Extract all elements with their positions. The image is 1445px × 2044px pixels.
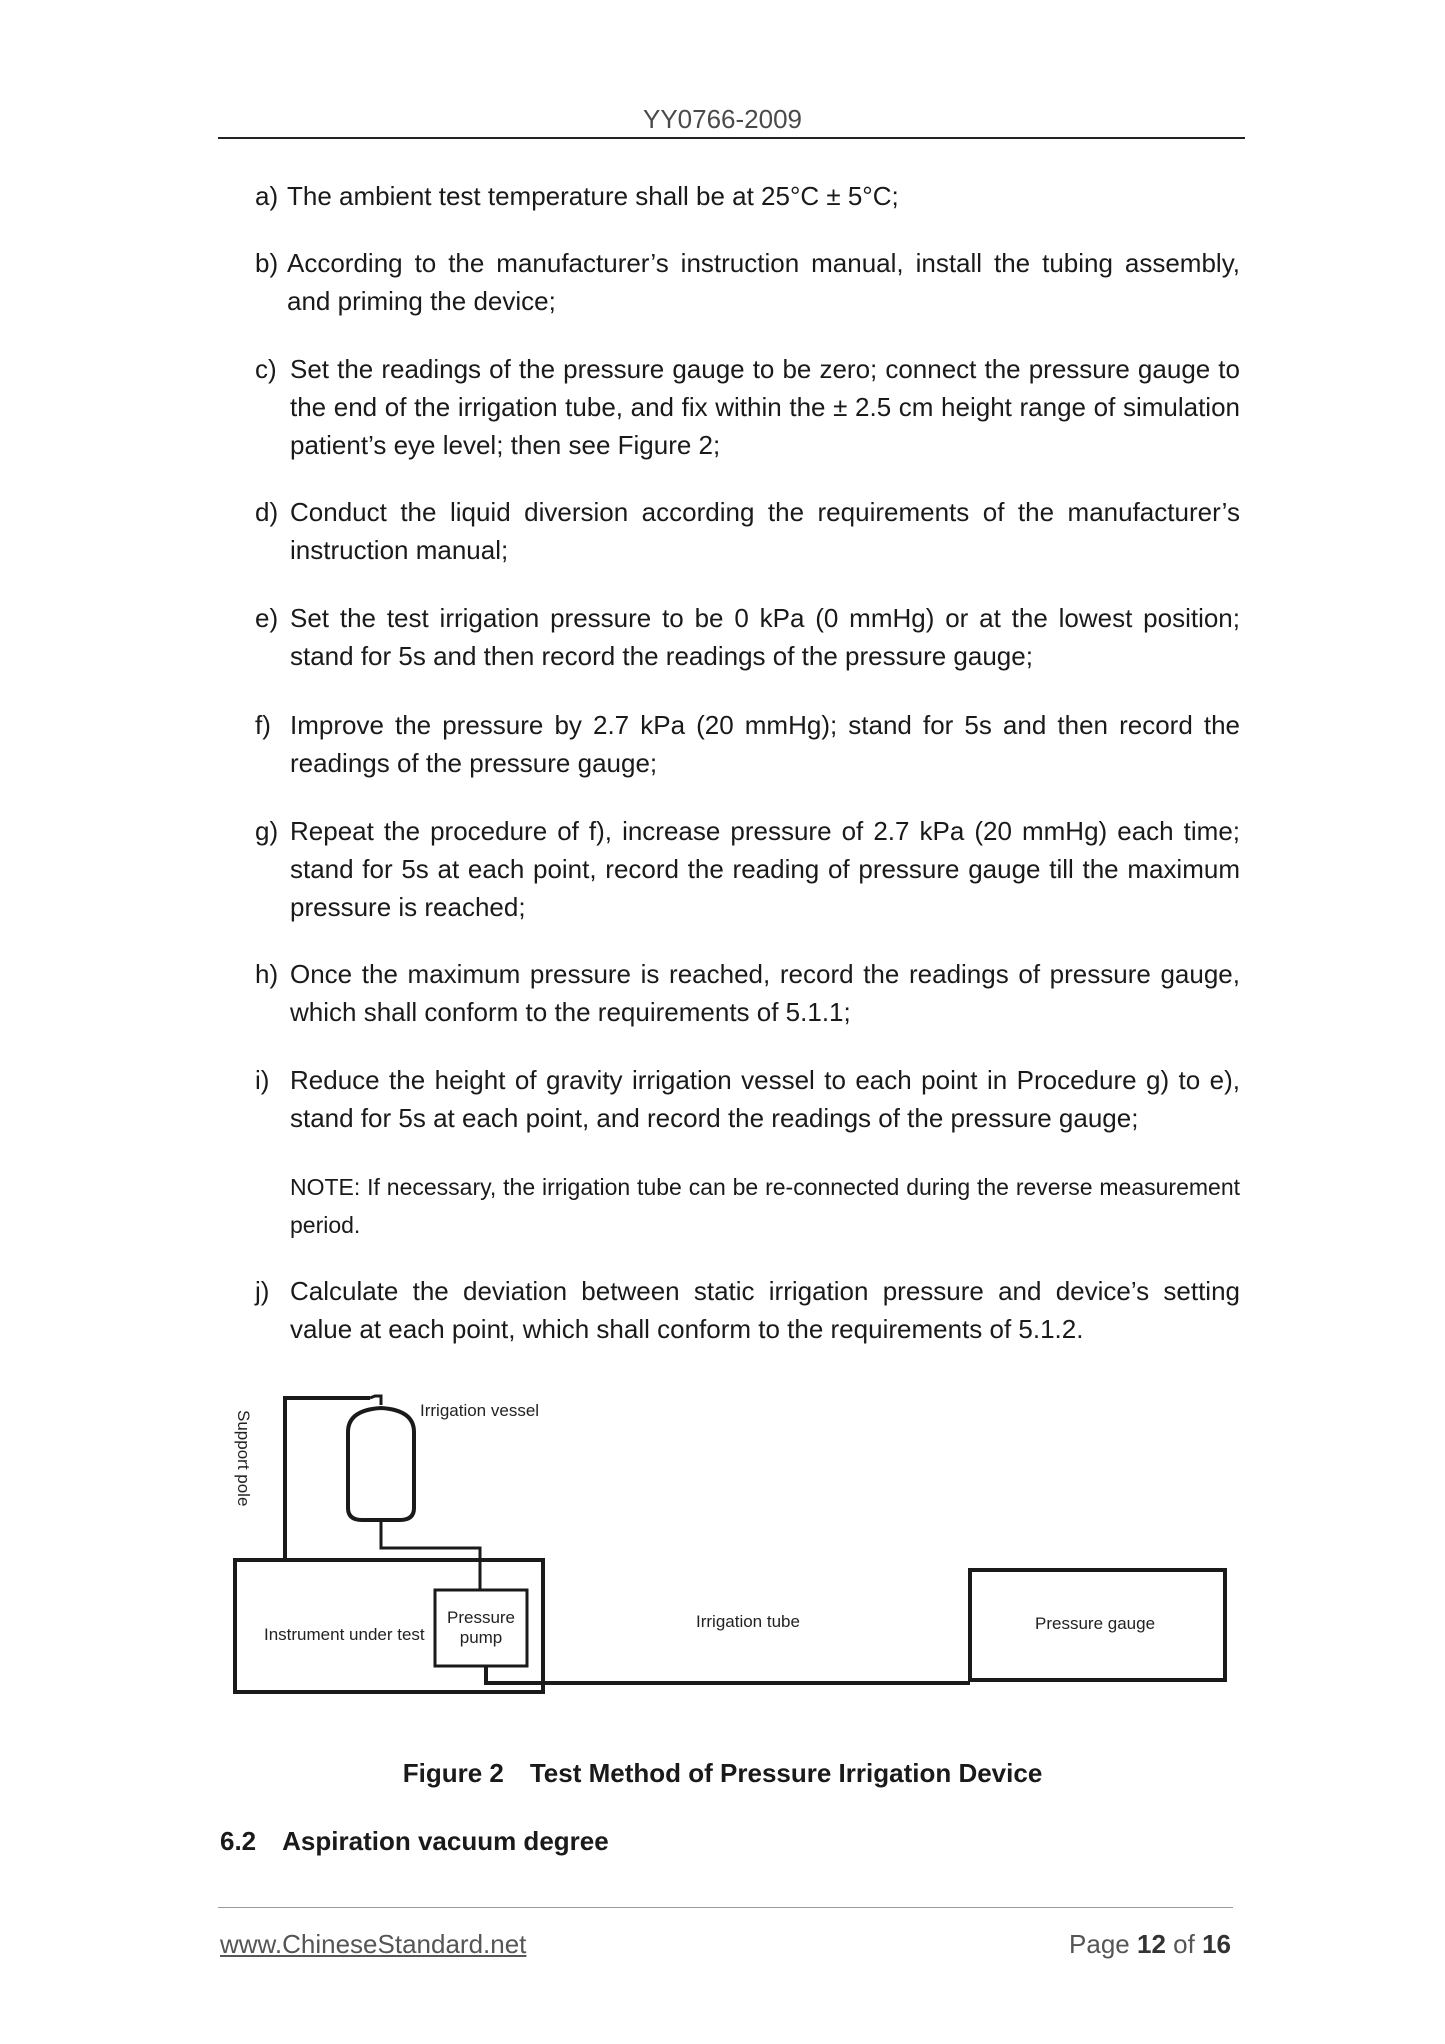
- page-indicator: [1069, 1929, 1231, 1960]
- section-number: 6.2: [220, 1826, 257, 1856]
- step-text: According to the manufacturer’s instruction manual, install the tubing assembly, and priming the device;: [287, 248, 1240, 316]
- page-total: 16: [1202, 1929, 1231, 1959]
- step-a: [255, 177, 1240, 215]
- step-label: i): [255, 1065, 270, 1095]
- pressure-pump-label-line1: Pressure: [446, 1608, 516, 1627]
- footer-divider: [218, 1907, 1233, 1908]
- step-text: Conduct the liquid diversion according the requirements of the manufacturer’s instruction manual;: [290, 497, 1240, 565]
- vessel-outlet-tube: [381, 1520, 480, 1590]
- figure-number: Figure 2: [402, 1758, 504, 1788]
- step-label: g): [255, 816, 279, 846]
- step-text: Once the maximum pressure is reached, record the readings of pressure gauge, which shall conform to the requirements of 5.1.1;: [290, 959, 1240, 1027]
- irrigation-tube-label: Irrigation tube: [696, 1612, 800, 1631]
- irrigation-tube-line: [486, 1666, 970, 1683]
- step-label: c): [255, 354, 277, 384]
- step-label: f): [255, 710, 271, 740]
- step-label: d): [255, 497, 279, 527]
- step-label: h): [255, 959, 279, 989]
- page-word: Page: [1069, 1929, 1130, 1959]
- step-text: Reduce the height of gravity irrigation vessel to each point in Procedure g) to e), stand for 5s at each point, and record the readings of the pressure gauge;: [290, 1065, 1240, 1133]
- website-link[interactable]: www.ChineseStandard.net: [220, 1929, 527, 1959]
- section-heading: [220, 1826, 609, 1857]
- pressure-gauge-label: Pressure gauge: [1035, 1614, 1156, 1633]
- step-text: Set the readings of the pressure gauge to be zero; connect the pressure gauge to the end of the irrigation tube, and fix within the ± 2.5 cm height range of simulation patient’s eye level; then see Figure 2;: [290, 354, 1240, 460]
- step-i: [255, 1061, 1240, 1137]
- header-divider: [218, 137, 1245, 139]
- step-b: [255, 244, 1240, 320]
- irrigation-vessel-label: Irrigation vessel: [420, 1401, 540, 1420]
- page-of: of: [1173, 1929, 1195, 1959]
- step-label: e): [255, 603, 279, 633]
- section-title: Aspiration vacuum degree: [282, 1826, 609, 1856]
- page-current: 12: [1137, 1929, 1166, 1959]
- step-label: a): [255, 181, 279, 211]
- step-text: The ambient test temperature shall be at 25°C ± 5°C;: [287, 181, 899, 211]
- step-c: [255, 350, 1240, 464]
- figure-caption: [0, 1758, 1445, 1789]
- figure-title: Test Method of Pressure Irrigation Device: [529, 1758, 1043, 1788]
- note: NOTE: If necessary, the irrigation tube can be re-connected during the reverse measurement period.: [290, 1174, 1240, 1238]
- step-text: Repeat the procedure of f), increase pressure of 2.7 kPa (20 mmHg) each time; stand for 5s at each point, record the reading of pressure gauge till the maximum pressure is reached;: [290, 816, 1240, 922]
- test-setup-diagram: [230, 1390, 1230, 1720]
- step-j: [255, 1272, 1240, 1348]
- step-text: Calculate the deviation between static irrigation pressure and device’s setting value at each point, which shall conform to the requirements of 5.1.2.: [290, 1276, 1240, 1344]
- step-g: [255, 812, 1240, 926]
- step-e: [255, 599, 1240, 675]
- step-label: b): [255, 248, 279, 278]
- step-d: [255, 493, 1240, 569]
- pressure-pump-label-line2: pump: [459, 1628, 503, 1647]
- document-code: YY0766-2009: [642, 104, 803, 134]
- irrigation-vessel: [348, 1408, 414, 1520]
- vessel-hook: [370, 1396, 381, 1405]
- step-label: j): [255, 1276, 270, 1306]
- step-h: [255, 955, 1240, 1031]
- support-pole-label: Support pole: [234, 1410, 253, 1507]
- step-text: Set the test irrigation pressure to be 0 kPa (0 mmHg) or at the lowest position; stand for 5s and then record the readings of the pressure gauge;: [290, 603, 1240, 671]
- step-text: Improve the pressure by 2.7 kPa (20 mmHg); stand for 5s and then record the readings of the pressure gauge;: [290, 710, 1240, 778]
- instrument-under-test-label: Instrument under test: [264, 1625, 425, 1644]
- step-f: [255, 706, 1240, 782]
